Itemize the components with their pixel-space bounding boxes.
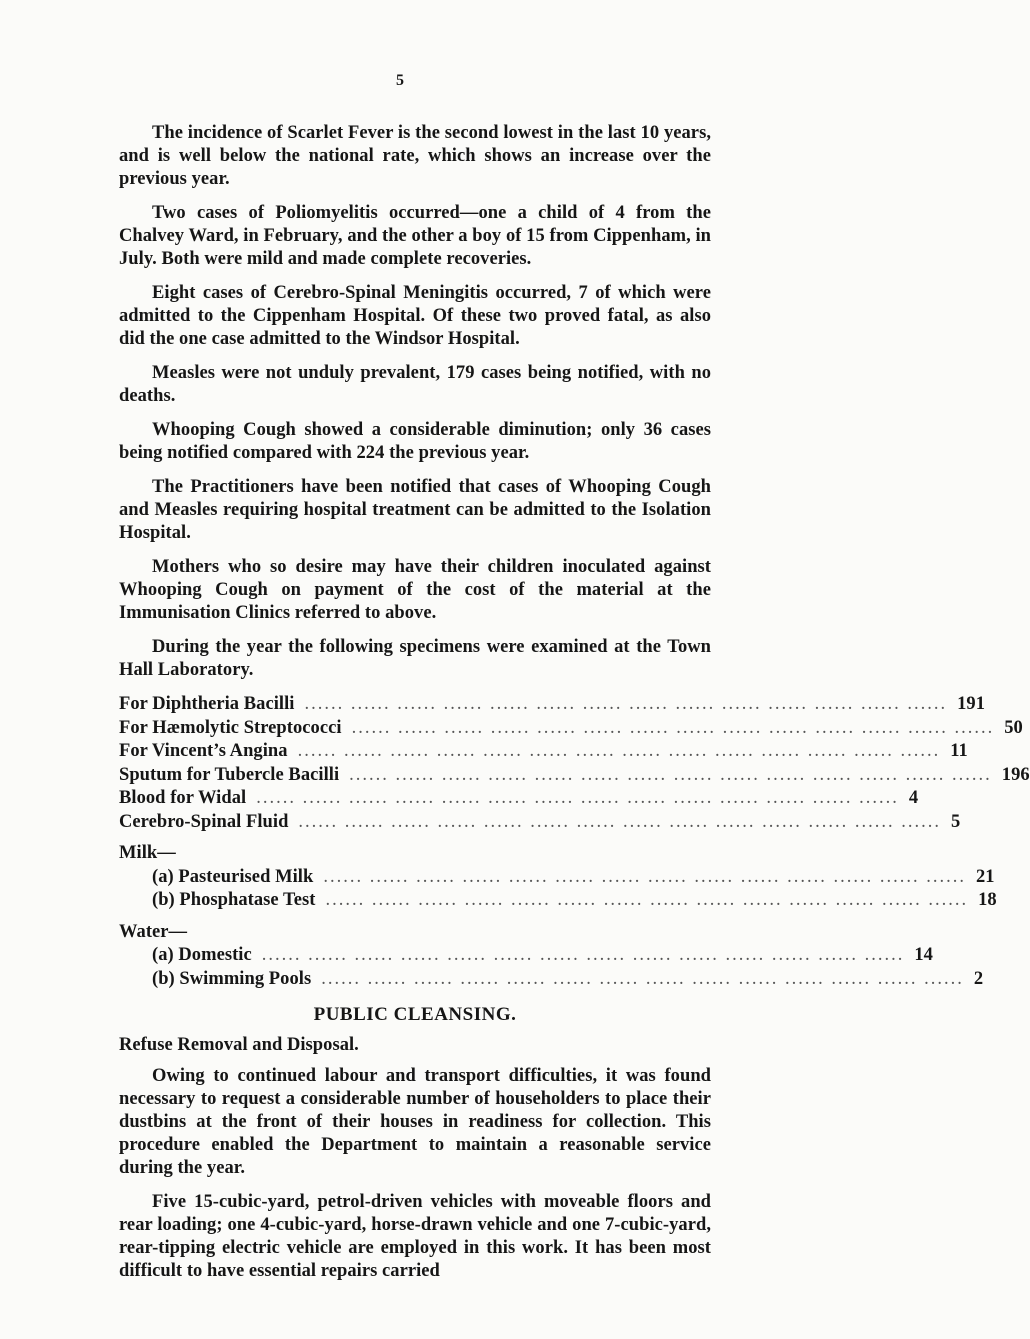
specimen-label: For Hæmolytic Streptococci <box>119 717 342 738</box>
milk-heading: Milk— <box>119 843 176 863</box>
dot-leader: ...... ...... ...... ...... ...... ...... ...... ...... ...... ...... ...... ...... ...... ...... <box>321 968 964 989</box>
dot-leader: ...... ...... ...... ...... ...... ...... ...... ...... ...... ...... ...... ...... ...... ...... <box>261 945 905 965</box>
specimen-row <box>119 787 919 811</box>
specimen-count: 14 <box>914 945 933 965</box>
paragraph-scarlet-fever: The incidence of Scarlet Fever is the second lowest in the last 10 years, and is well below the national rate, which shows an increase over the previous year. <box>119 123 711 189</box>
specimen-count: 50 <box>1004 717 1023 738</box>
specimen-count: 21 <box>975 866 995 887</box>
specimen-label: For Diphtheria Bacilli <box>119 694 295 714</box>
specimen-count: 18 <box>978 890 997 910</box>
specimen-label: (a) Pasteurised Milk <box>152 866 314 887</box>
specimen-label: Cerebro-Spinal Fluid <box>119 811 289 832</box>
subsection-title-refuse: Refuse Removal and Disposal. <box>119 1035 359 1055</box>
paragraph-vehicles: Five 15-cubic-yard, petrol-driven vehicles with moveable floors and rear loading; one 4-cubic-yard, horse-drawn vehicle and one 7-cubic-yard, rear-tipping electric vehicle are employed in this work. It has been most difficult to have essential repairs carried <box>119 1192 711 1281</box>
specimen-label: For Vincent’s Angina <box>119 741 288 761</box>
document-body <box>119 122 1030 1294</box>
specimen-count: 11 <box>950 741 968 761</box>
paragraph-meningitis: Eight cases of Cerebro-Spinal Meningitis occurred, 7 of which were admitted to the Cippenham Hospital. Of these two proved fatal, as also did the one case admitted to the Windsor Hospital. <box>119 283 711 349</box>
specimen-count: 2 <box>973 968 984 989</box>
specimen-row <box>119 740 968 764</box>
dot-leader: ...... ...... ...... ...... ...... ...... ...... ...... ...... ...... ...... ...... ...... ...... <box>323 866 966 887</box>
specimen-row <box>119 811 961 835</box>
dot-leader: ...... ...... ...... ...... ...... ...... ...... ...... ...... ...... ...... ...... ...... ...... <box>349 764 992 785</box>
specimen-count: 191 <box>957 694 986 714</box>
page-number: 5 <box>396 72 404 89</box>
specimen-label: (a) Domestic <box>152 945 252 965</box>
water-heading: Water— <box>119 921 188 942</box>
paragraph-practitioners: The Practitioners have been notified that cases of Whooping Cough and Measles requiring hospital treatment can be admitted to the Isolation Hospital. <box>119 477 711 543</box>
specimen-count: 4 <box>908 788 919 808</box>
specimen-row <box>119 889 997 913</box>
paragraph-poliomyelitis: Two cases of Poliomyelitis occurred—one a child of 4 from the Chalvey Ward, in February, and the other a boy of 15 from Cippenham, in July. Both were mild and made complete recoveries. <box>119 203 711 269</box>
specimen-row <box>119 866 995 890</box>
specimen-count: 196 <box>1001 764 1030 785</box>
specimen-label: (b) Phosphatase Test <box>152 890 316 910</box>
dot-leader: ...... ...... ...... ...... ...... ...... ...... ...... ...... ...... ...... ...... ...... ...... <box>351 717 995 738</box>
paragraph-measles: Measles were not unduly prevalent, 179 cases being notified, with no deaths. <box>119 363 711 406</box>
specimen-label: Sputum for Tubercle Bacilli <box>119 764 340 785</box>
specimen-row <box>119 968 984 992</box>
section-title-public-cleansing: PUBLIC CLEANSING. <box>313 1004 517 1025</box>
specimen-row <box>119 764 1030 788</box>
paragraph-refuse-collection: Owing to continued labour and transport difficulties, it was found necessary to request a considerable number of householders to place their dustbins at the front of their houses in readiness for collection. This procedure enabled the Department to maintain a reasonable service during the year. <box>119 1066 711 1178</box>
specimen-row <box>119 693 986 717</box>
dot-leader: ...... ...... ...... ...... ...... ...... ...... ...... ...... ...... ...... ...... ...... ...... <box>256 788 899 808</box>
dot-leader: ...... ...... ...... ...... ...... ...... ...... ...... ...... ...... ...... ...... ...... ...... <box>297 741 941 761</box>
dot-leader: ...... ...... ...... ...... ...... ...... ...... ...... ...... ...... ...... ...... ...... ...... <box>304 694 948 714</box>
paragraph-inoculation: Mothers who so desire may have their children inoculated against Whooping Cough on payment of the cost of the material at the Immunisation Clinics referred to above. <box>119 557 711 623</box>
paragraph-whooping-cough: Whooping Cough showed a considerable diminution; only 36 cases being notified compared with 224 the previous year. <box>119 420 711 463</box>
dot-leader: ...... ...... ...... ...... ...... ...... ...... ...... ...... ...... ...... ...... ...... ...... <box>298 811 942 832</box>
specimen-row <box>119 944 933 968</box>
dot-leader: ...... ...... ...... ...... ...... ...... ...... ...... ...... ...... ...... ...... ...... ...... <box>325 890 969 910</box>
specimen-label: (b) Swimming Pools <box>152 968 312 989</box>
specimen-label: Blood for Widal <box>119 788 247 808</box>
specimen-count: 5 <box>951 811 961 832</box>
paragraph-specimens-intro: During the year the following specimens were examined at the Town Hall Laboratory. <box>119 637 711 680</box>
specimens-table <box>119 693 1030 991</box>
specimen-row <box>119 717 1023 741</box>
